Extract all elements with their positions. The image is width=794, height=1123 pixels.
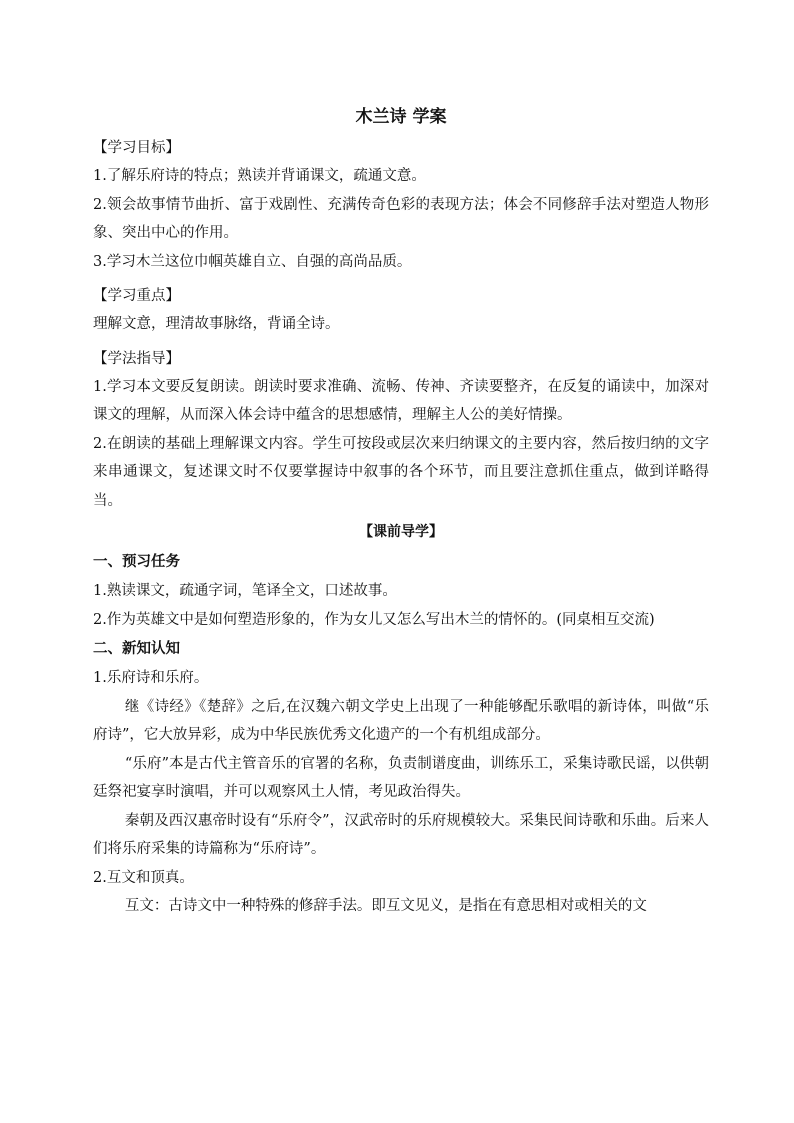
objective-item-3: 3.学习木兰这位巾帼英雄自立、自强的高尚品质。 (93, 253, 412, 270)
objective-item-2: 2.领会故事情节曲折、富于戏剧性、充满传奇色彩的表现方法；体会不同修辞手法对塑造人物形象、突出中心的作用。 (93, 196, 709, 241)
huwen-paragraph: 互文：古诗文中一种特殊的修辞手法。即互文见义，是指在有意思相对或相关的文 (124, 898, 647, 914)
preview-task-heading: 一、预习任务 (93, 554, 180, 570)
yuefu-subheading: 1.乐府诗和乐府。 (93, 670, 209, 686)
preview-task-item-2: 2.作为英雄文中是如何塑造形象的，作为女儿又怎么写出木兰的情怀的。(同桌相互交流) (93, 611, 655, 628)
method-item-1: 1.学习本文要反复朗读。朗读时要求准确、流畅、传神、齐读要整齐，在反复的诵读中，加深对课文的理解，从而深入体会诗中蕴含的思想感情，理解主人公的美好情操。 (93, 378, 709, 423)
document-page (93, 104, 709, 921)
new-knowledge-heading: 二、新知认知 (93, 641, 180, 657)
objectives-heading: 【学习目标】 (93, 140, 180, 156)
yuefu-paragraph-3: 秦朝及西汉惠帝时设有“乐府令”，汉武帝时的乐府规模较大。采集民间诗歌和乐曲。后来人们将乐府采集的诗篇称为“乐府诗”。 (93, 812, 709, 857)
preclass-heading: 【课前导学】 (359, 524, 443, 540)
method-item-2: 2.在朗读的基础上理解课文内容。学生可按段或层次来归纳课文的主要内容，然后按归纳的文字来串通课文，复述课文时不仅要掌握诗中叙事的各个环节，而且要注意抓住重点，做到详略得当。 (93, 435, 709, 509)
method-heading: 【学法指导】 (93, 350, 180, 367)
objective-item-1: 1.了解乐府诗的特点；熟读并背诵课文，疏通文意。 (93, 168, 426, 184)
key-points-text: 理解文意，理清故事脉络，背诵全诗。 (93, 316, 340, 332)
yuefu-paragraph-2: “乐府”本是古代主管音乐的官署的名称，负责制谱度曲，训练乐工，采集诗歌民谣，以供朝廷祭祀宴享时演唱，并可以观察风土人情，考见政治得失。 (93, 755, 709, 800)
page-title: 木兰诗 学案 (355, 107, 447, 127)
preview-task-item-1: 1.熟读课文，疏通字词，笔译全文，口述故事。 (93, 583, 397, 599)
key-points-heading: 【学习重点】 (93, 288, 180, 304)
huwen-subheading: 2.互文和顶真。 (93, 869, 194, 886)
yuefu-paragraph-1: 继《诗经》《楚辞》之后,在汉魏六朝文学史上出现了一种能够配乐歌唱的新诗体，叫做“乐府诗”，它大放异彩，成为中华民族优秀文化遗产的一个有机组成部分。 (93, 698, 709, 743)
